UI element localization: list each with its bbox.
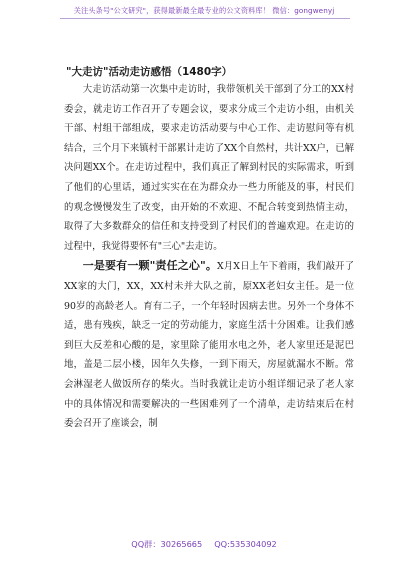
page-header: 关注头条号"公文研究"，获得最新最全最专业的公文资料库！ 微信：gongwenyj bbox=[73, 6, 335, 15]
document-body bbox=[64, 80, 354, 434]
paragraph-1: 大走访活动第一次集中走访时，我带领机关干部到了分工的XX村委会，就走访工作召开了专题会议，要求分成三个走访小组，由机关干部、村组干部组成，要求走访活动要与中心工作、走访慰问等有机结合，三个月下来镇村干部累计走访了XX个自然村，共计XX户，已解决问题XX个。在走访过程中，我们真正了解到村民的实际需求，听到了他们的心里话，通过实实在在为群众办一些力所能及的事，村民们的观念慢慢发生了改变，由开始的不欢迎、不配合转变到热情主动，取得了大多数群众的信任和支持受到了村民们的普遍欢迎。在走访的过程中，我觉得要怀有"三心"去走访。 bbox=[64, 84, 354, 252]
paragraph-2-lead: 一是要有一颗"责任之心"。 bbox=[82, 259, 217, 273]
paragraph-2-text: X月X日上午下着雨，我们敲开了XX家的大门，XX，XX村未并大队之前，原XX老妇女主任。是一位90岁的高龄老人。育有二子，一个年轻时因病去世。另外一个身体不适，患有残疾，缺乏一定的劳动能力，家庭生活十分困难。让我们感到巨大反差和心酸的是，家里除了能用水电之外，老人家里还是泥巴地，盖是二层小楼，因年久失修，一到下雨天，房屋就漏水不断。常会淋湿老人做饭所存的柴火。当时我就让走访小组详细记录了老人家中的具体情况和需要解决的一些困难列了一个清单，走访结束后在村委会召开了座谈会，制 bbox=[64, 261, 354, 430]
footer-qq: QQ:535304092 bbox=[214, 539, 277, 549]
document-title: "大走访"活动走访感悟（1480字） bbox=[66, 66, 233, 78]
footer-qq-group: QQ群：30265665 bbox=[131, 539, 203, 549]
header-divider bbox=[60, 18, 350, 19]
paragraph-2 bbox=[64, 256, 354, 433]
page-footer bbox=[0, 539, 408, 550]
